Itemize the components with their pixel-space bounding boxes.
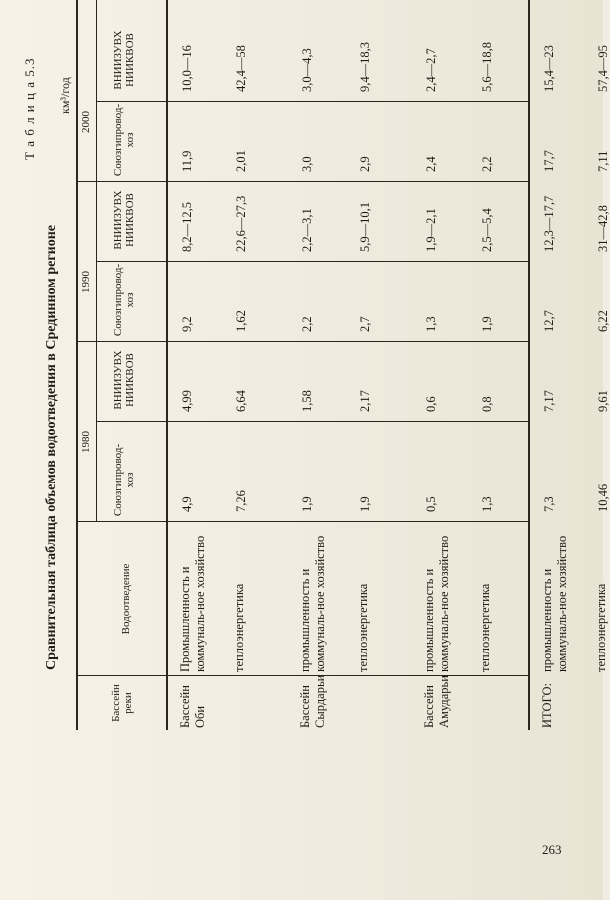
value-5-5: 5,6—18,8 (480, 42, 494, 92)
value-3-4: 2,9 (358, 156, 372, 172)
outflow-label-7: теплоэнергетика (594, 583, 608, 672)
header-year-1990: 1990 (80, 271, 92, 293)
table-title: Сравнительная таблица объемов водоотведения в Срединном регионе (44, 224, 59, 670)
value-6-4: 17,7 (542, 150, 556, 172)
value-6-0: 7,3 (542, 496, 556, 512)
value-4-3: 1,9—2,1 (424, 208, 438, 252)
header-sub-vniizuvh-3: ВНИИЗУВХ НИИКВОВ (112, 190, 136, 250)
value-1-4: 2,01 (234, 150, 248, 172)
header-sub-soyuz-2: Союзгипровод-хоз (112, 263, 136, 337)
page-number: 263 (542, 842, 562, 857)
value-6-5: 15,4—23 (542, 45, 556, 92)
value-1-3: 22,6—27,3 (234, 195, 248, 252)
value-5-0: 1,3 (480, 496, 494, 512)
value-7-5: 57,4—95 (596, 45, 610, 92)
value-4-0: 0,5 (424, 496, 438, 512)
table-unit: км³/год (58, 77, 72, 114)
value-1-1: 6,64 (234, 390, 248, 412)
value-2-3: 2,2—3,1 (300, 208, 314, 252)
header-basin: Бассейн реки (110, 684, 134, 722)
table-label: Т а б л и ц а 5.3 (22, 57, 37, 160)
table-bottom-rule (528, 0, 530, 730)
value-2-1: 1,58 (300, 390, 314, 412)
table-top-rule (76, 0, 78, 730)
basin-name-2: Бассейн Сырдарьи (298, 674, 327, 728)
value-3-5: 9,4—18,3 (358, 42, 372, 92)
value-5-3: 2,5—5,4 (480, 208, 494, 252)
value-0-0: 4,9 (180, 496, 194, 512)
header-sub-vniizuvh-1: ВНИИЗУВХ НИИКВОВ (112, 350, 136, 410)
value-0-5: 10,0—16 (180, 45, 194, 92)
value-7-3: 31—42,8 (596, 205, 610, 252)
value-2-5: 3,0—4,3 (300, 48, 314, 92)
value-2-4: 3,0 (300, 156, 314, 172)
value-3-0: 1,9 (358, 496, 372, 512)
value-4-4: 2,4 (424, 156, 438, 172)
value-4-1: 0,6 (424, 396, 438, 412)
value-3-2: 2,7 (358, 316, 372, 332)
basin-name-4: Бассейн Амударьи (422, 675, 451, 728)
value-7-4: 7,11 (596, 150, 610, 172)
value-1-5: 42,4—58 (234, 45, 248, 92)
basin-name-0: Бассейн Оби (178, 685, 207, 728)
value-6-1: 7,17 (542, 390, 556, 412)
col-rule-year1980-mid (96, 421, 528, 422)
value-0-3: 8,2—12,5 (180, 202, 194, 252)
value-7-0: 10,46 (596, 483, 610, 512)
value-0-2: 9,2 (180, 316, 194, 332)
value-5-4: 2,2 (480, 156, 494, 172)
value-1-2: 1,62 (234, 310, 248, 332)
header-outflow: Водоотведение (120, 563, 132, 635)
outflow-label-5: теплоэнергетика (478, 583, 492, 672)
value-2-0: 1,9 (300, 496, 314, 512)
basin-name-6: ИТОГО: (540, 683, 554, 728)
outflow-label-1: теплоэнергетика (232, 583, 246, 672)
value-7-1: 9,61 (596, 390, 610, 412)
value-2-2: 2,2 (300, 316, 314, 332)
value-4-5: 2,4—2,7 (424, 48, 438, 92)
value-5-2: 1,9 (480, 316, 494, 332)
subhdr-rule (96, 0, 97, 522)
header-sub-soyuz-4: Союзгипровод-хоз (112, 103, 136, 177)
col-rule-outflow (76, 521, 528, 522)
header-sub-soyuz-0: Союзгипровод-хоз (112, 443, 136, 517)
value-3-1: 2,17 (358, 390, 372, 412)
header-year-1980: 1980 (80, 431, 92, 453)
header-year-2000: 2000 (80, 111, 92, 133)
value-4-2: 1,3 (424, 316, 438, 332)
value-3-3: 5,9—10,1 (358, 202, 372, 252)
header-sub-vniizuvh-5: ВНИИЗУВХ НИИКВОВ (112, 30, 136, 90)
value-5-1: 0,8 (480, 396, 494, 412)
value-7-2: 6,22 (596, 310, 610, 332)
value-6-3: 12,3—17,7 (542, 195, 556, 252)
outflow-label-0: Промышленность и коммуналь-ное хозяйство (178, 535, 207, 672)
value-1-0: 7,26 (234, 490, 248, 512)
outflow-label-2: промышленность и коммуналь-ное хозяйство (298, 535, 327, 672)
table-header-rule (166, 0, 168, 730)
value-6-2: 12,7 (542, 310, 556, 332)
outflow-label-3: теплоэнергетика (356, 583, 370, 672)
outflow-label-6: промышленность и коммуналь-ное хозяйство (540, 535, 569, 672)
value-0-4: 11,9 (180, 150, 194, 172)
value-0-1: 4,99 (180, 390, 194, 412)
outflow-label-4: промышленность и коммуналь-ное хозяйство (422, 535, 451, 672)
